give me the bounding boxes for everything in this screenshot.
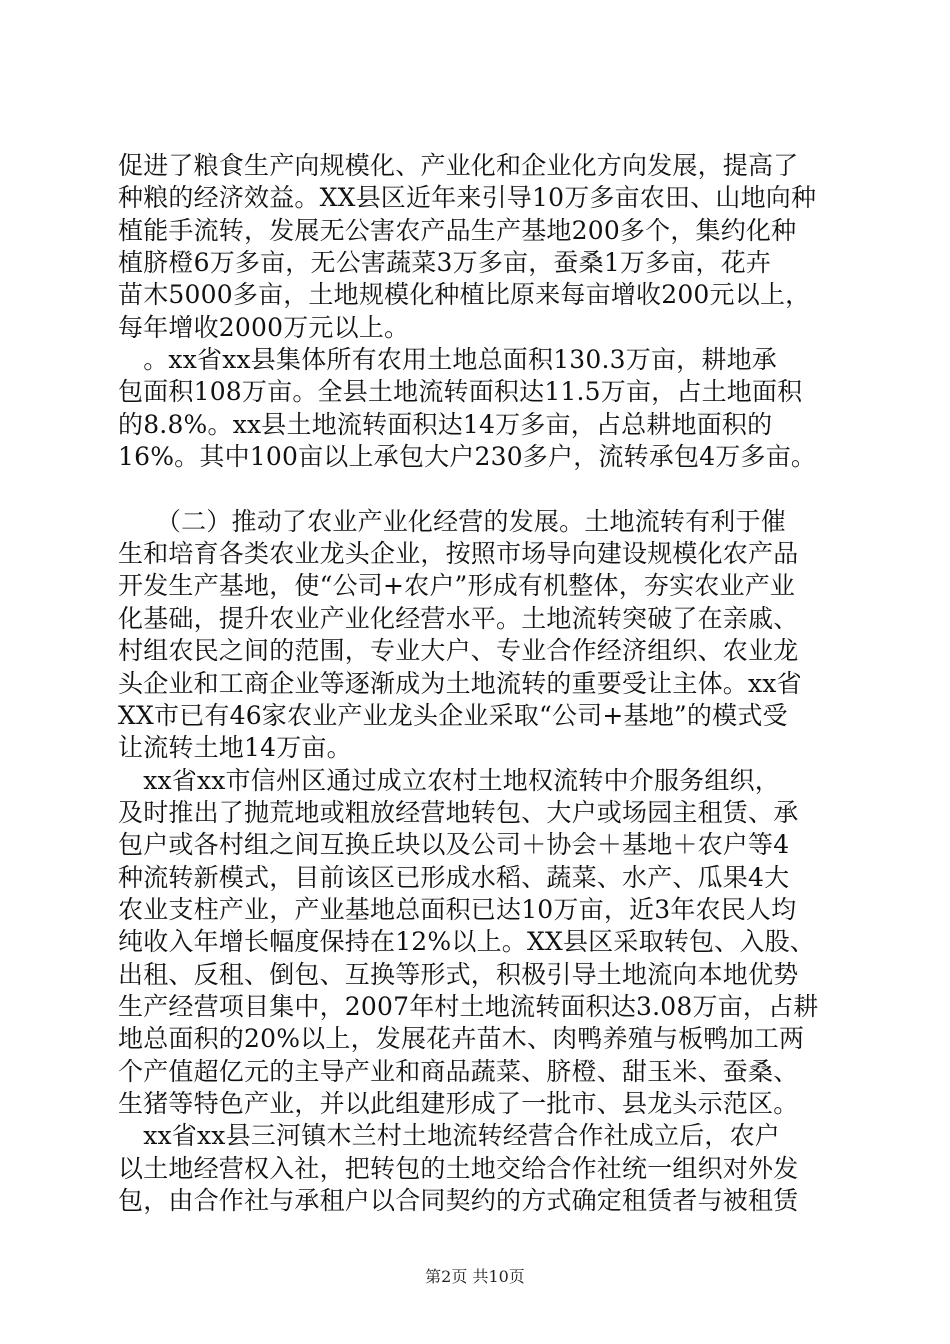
text-line: 促进了粮食生产向规模化、产业化和企业化方向发展，提高了 [118, 151, 799, 180]
text-line: 16%。其中100亩以上承包大户230多户，流转承包4万多亩。 [118, 442, 817, 471]
text-line: XX市已有46家农业产业龙头企业采取“公司+基地”的模式受 [118, 701, 788, 730]
text-line: 开发生产基地，使“公司+农户”形成有机整体，夯实农业产业 [118, 571, 796, 600]
text-line: 地总面积的20%以上，发展花卉苗木、肉鸭养殖与板鸭加工两 [118, 1024, 805, 1053]
text-line: 农业支柱产业，产业基地总面积已达10万亩，近3年农民人均 [118, 895, 797, 924]
text-line: 植能手流转，发展无公害农产品生产基地200多个，集约化种 [118, 216, 797, 245]
text-line: xx省xx市信州区通过成立农村土地权流转中介服务组织， [118, 766, 780, 795]
text-line: 植脐橙6万多亩，无公害蔬菜3万多亩，蚕桑1万多亩，花卉 [118, 248, 772, 277]
text-line: 让流转土地14万亩。 [118, 733, 352, 762]
text-line: 包户或各村组之间互换丘块以及公司＋协会＋基地＋农户等4 [118, 830, 790, 859]
text-line: 生和培育各类农业龙头企业，按照市场导向建设规模化农产品 [118, 539, 799, 568]
text-line: 村组农民之间的范围，专业大户、专业合作经济组织、农业龙 [118, 636, 799, 665]
text-line: 苗木5000多亩，土地规模化种植比原来每亩增收200元以上， [118, 280, 811, 309]
text-line: 种粮的经济效益。XX县区近年来引导10万多亩农田、山地向种 [118, 183, 817, 212]
text-line: 生产经营项目集中，2007年村土地流转面积达3.08万亩，占耕 [118, 992, 819, 1021]
text-line: 的8.8%。xx县土地流转面积达14万多亩，占总耕地面积的 [118, 410, 773, 439]
text-line: 生猪等特色产业，并以此组建形成了一批市、县龙头示范区。 [118, 1089, 799, 1118]
page-footer: 第2页 共10页 [425, 1267, 525, 1286]
text-line: 以土地经营权入社，把转包的土地交给合作社统一组织对外发 [118, 1154, 799, 1183]
text-line: 个产值超亿元的主导产业和商品蔬菜、脐橙、甜玉米、蚕桑、 [118, 1057, 799, 1086]
text-line: 及时推出了抛荒地或粗放经营地转包、大户或场园主租赁、承 [118, 798, 799, 827]
text-line: xx省xx县三河镇木兰村土地流转经营合作社成立后，农户 [118, 1121, 780, 1150]
text-line: （二）推动了农业产业化经营的发展。土地流转有利于催 [118, 507, 786, 536]
text-line: 出租、反租、倒包、互换等形式，积极引导土地流向本地优势 [118, 960, 799, 989]
text-line: 包，由合作社与承租户以合同契约的方式确定租赁者与被租赁 [118, 1186, 799, 1215]
text-line: 。xx省xx县集体所有农用土地总面积130.3万亩，耕地承 [118, 345, 777, 374]
text-line: 化基础，提升农业产业化经营水平。土地流转突破了在亲戚、 [118, 604, 799, 633]
text-line: 头企业和工商企业等逐渐成为土地流转的重要受让主体。xx省 [118, 669, 802, 698]
text-line: 种流转新模式，目前该区已形成水稻、蔬菜、水产、瓜果4大 [118, 863, 790, 892]
text-line: 包面积108万亩。全县土地流转面积达11.5万亩，占土地面积 [118, 377, 803, 406]
text-line: 纯收入年增长幅度保持在12%以上。XX县区采取转包、入股、 [118, 927, 815, 956]
text-line: 每年增收2000万元以上。 [118, 313, 410, 342]
